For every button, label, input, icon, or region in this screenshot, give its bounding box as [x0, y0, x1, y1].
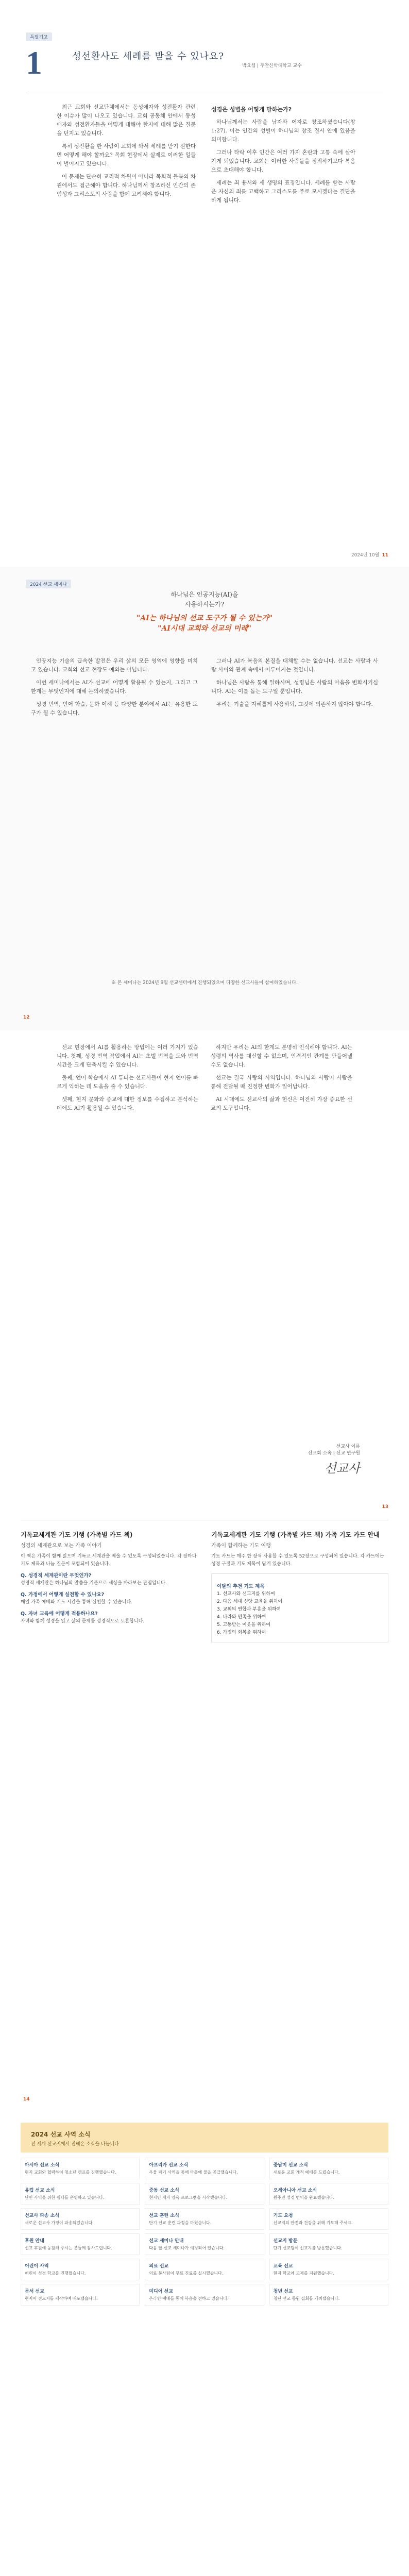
author-signature: 선교사	[324, 1461, 360, 1476]
news-card-title: 오세아니아 선교 소식	[273, 2188, 317, 2193]
worldview-text: 이 책은 가족이 함께 읽으며 기독교 세계관을 배울 수 있도록 구성되었습니다. 각 장마다 기도 제목과 나눔 질문이 포함되어 있습니다.	[21, 1554, 197, 1567]
news-card-text: 현지 교회와 협력하여 청소년 캠프를 진행했습니다.	[25, 2170, 116, 2175]
mission-news-grid	[21, 2158, 388, 2309]
worldview-right	[211, 1530, 388, 1642]
news-card	[269, 2183, 388, 2205]
news-card-text: 온라인 예배를 통해 복음을 전하고 있습니다.	[149, 2296, 229, 2301]
continuation-col-left	[57, 1043, 198, 1117]
worldview-left	[21, 1530, 201, 1625]
news-card	[145, 2158, 264, 2179]
worldview-section	[0, 1520, 409, 2112]
seminar-highlight-1: "AI는 하나님의 선교 도구가 될 수 있는가"	[136, 614, 273, 622]
answer-1: 성경적 세계관은 하나님의 말씀을 기준으로 세상을 바라보는 관점입니다.	[21, 1581, 167, 1586]
news-card-title: 중동 선교 소식	[149, 2188, 179, 2193]
news-card-text: 다음 달 선교 세미나가 예정되어 있습니다.	[149, 2246, 225, 2250]
page-label: 2024년 10월	[351, 553, 380, 558]
continuation-body	[57, 1043, 352, 1117]
news-card-title: 후원 안내	[25, 2239, 44, 2244]
question-2: Q. 가정에서 어떻게 실천할 수 있나요?	[21, 1592, 105, 1598]
news-card-text: 의료 봉사팀이 무료 진료를 실시했습니다.	[149, 2271, 224, 2276]
paragraph: 세례는 죄 용서와 새 생명의 표징입니다. 세례를 받는 사람은 자신의 죄를 고백하고 그리스도를 주로 모시겠다는 결단을 하게 됩니다.	[211, 180, 355, 204]
prayer-list-box	[211, 1573, 388, 1642]
news-card	[21, 2259, 140, 2280]
paragraph: 성경 번역, 언어 학습, 문화 이해 등 다양한 분야에서 AI는 유용한 도구가 될 수 있습니다.	[31, 701, 198, 716]
news-card	[21, 2158, 140, 2179]
paragraph: AI 시대에도 선교사의 삶과 헌신은 여전히 가장 중요한 선교의 도구입니다.	[211, 1096, 352, 1111]
news-card-title: 기도 요청	[273, 2213, 293, 2218]
answer-3: 자녀와 함께 성경을 읽고 삶의 문제를 성경적으로 토론합니다.	[21, 1619, 145, 1624]
seminar-title-line2: 사용하시는가?	[185, 601, 224, 608]
paragraph: 최근 교회와 선교단체에서는 동성애자와 성전환자 관련한 이슈가 많이 나오고 있습니다. 교회 공동체 안에서 동성애자와 성전환자들을 어떻게 대해야 할지에 대해 많은 질문을 던지고 있습니다.	[57, 104, 196, 137]
answer-2: 매일 가족 예배와 기도 시간을 통해 실천할 수 있습니다.	[21, 1600, 133, 1605]
special-article-section	[0, 0, 409, 567]
news-card	[145, 2183, 264, 2205]
page-number: 13	[382, 1504, 388, 1510]
news-card-title: 아시아 선교 소식	[25, 2163, 60, 2168]
seminar-body	[31, 657, 378, 722]
paragraph: 그러나 타락 이후 인간은 여러 가지 혼란과 고통 속에 살아가게 되었습니다. 교회는 이러한 사람들을 정죄하기보다 복음으로 초대해야 합니다.	[211, 149, 355, 173]
news-card-text: 단기 선교팀이 선교지를 방문했습니다.	[273, 2246, 343, 2250]
news-card-title: 의료 선교	[149, 2264, 169, 2269]
news-card-title: 아프리카 선교 소식	[149, 2163, 189, 2168]
seminar-header	[21, 567, 388, 654]
news-card	[269, 2284, 388, 2306]
paragraph: 인공지능 기술의 급속한 발전은 우리 삶의 모든 영역에 영향을 미치고 있습니다. 교회와 선교 현장도 예외는 아닙니다.	[31, 658, 198, 673]
article-number: 1	[26, 44, 42, 81]
news-card-title: 미디어 선교	[149, 2289, 173, 2294]
page-number: 11	[382, 553, 388, 558]
news-card-text: 현지인 제자 양육 프로그램을 시작했습니다.	[149, 2195, 228, 2200]
paragraph: 이 문제는 단순히 교리적 차원이 아니라 목회적 돌봄의 차원에서도 접근해야 합니다. 하나님께서 창조하신 인간의 존엄성과 그리스도의 사랑을 함께 고려해야 합니다.	[57, 174, 196, 197]
seminar-highlight-2: "AI시대 교회와 선교의 미래"	[158, 624, 251, 633]
paragraph: 그러나 AI가 복음의 본질을 대체할 수는 없습니다. 선교는 사람과 사람 사이의 관계 속에서 이루어지는 것입니다.	[211, 658, 378, 673]
paragraph: 선교 현장에서 AI를 활용하는 방법에는 여러 가지가 있습니다. 첫째, 성경 번역 작업에서 AI는 초벌 번역을 도와 번역 시간을 크게 단축시킬 수 있습니다.	[57, 1044, 198, 1068]
news-card-text: 새로운 교회 개척 예배를 드렸습니다.	[273, 2170, 340, 2175]
seminar-title-line1: 하나님은 인공지능(AI)을	[171, 591, 238, 598]
news-card-text: 원주민 성경 번역을 완료했습니다.	[273, 2195, 335, 2200]
question-1: Q. 성경적 세계관이란 무엇인가?	[21, 1573, 92, 1579]
seminar-col-left	[31, 657, 198, 722]
news-card-title: 선교 세미나 안내	[149, 2239, 184, 2244]
news-card-title: 청년 선교	[273, 2289, 293, 2294]
news-card-title: 선교사 파송 소식	[25, 2213, 60, 2218]
subheading: 성경은 성별을 어떻게 말하는가?	[211, 106, 292, 113]
news-card-title: 선교 훈련 소식	[149, 2213, 179, 2218]
prayer-card-text: 기도 카드는 매주 한 장씩 사용할 수 있도록 52장으로 구성되어 있습니다. 각 카드에는 성경 구절과 기도 제목이 담겨 있습니다.	[211, 1554, 384, 1567]
mission-news-section	[0, 2112, 409, 2576]
article-body-right	[211, 103, 355, 209]
page-number: 14	[23, 2097, 30, 2102]
page-footer	[379, 1504, 388, 1510]
news-card	[21, 2233, 140, 2255]
banner-title: 2024 선교 사역 소식	[31, 2131, 91, 2138]
news-card	[21, 2183, 140, 2205]
news-card-title: 선교지 방문	[273, 2239, 298, 2244]
news-card	[145, 2233, 264, 2255]
news-card	[269, 2158, 388, 2179]
worldview-heading: 기독교세계관 기도 기행 (가족별 카드 책)	[21, 1531, 133, 1538]
news-card-title: 유럽 선교 소식	[25, 2188, 55, 2193]
news-card-text: 선교 후원에 동참해 주시는 분들께 감사드립니다.	[25, 2246, 112, 2250]
news-card-text: 난민 사역을 위한 쉼터를 운영하고 있습니다.	[25, 2195, 105, 2200]
paragraph: 이번 세미나에서는 AI가 선교에 어떻게 활용될 수 있는지, 그리고 그 한계는 무엇인지에 대해 논의하였습니다.	[31, 680, 198, 694]
paragraph: 하지만 우리는 AI의 한계도 분명히 인식해야 합니다. AI는 성령의 역사를 대신할 수 없으며, 인격적인 관계를 만들어낼 수도 없습니다.	[211, 1044, 352, 1068]
news-card	[269, 2233, 388, 2255]
news-card	[145, 2259, 264, 2280]
news-card-title: 문서 선교	[25, 2289, 44, 2294]
article-body-left	[57, 103, 196, 203]
news-card-text: 청년 선교 동원 집회를 개최했습니다.	[273, 2296, 340, 2301]
news-card	[145, 2284, 264, 2306]
paragraph: 선교는 결국 사랑의 사역입니다. 하나님의 사랑이 사람을 통해 전달될 때 진정한 변화가 일어납니다.	[211, 1075, 352, 1090]
page-number: 12	[23, 1015, 30, 1020]
paragraph: 하나님은 사람을 통해 일하시며, 성령님은 사람의 마음을 변화시키십니다. AI는 이를 돕는 도구일 뿐입니다.	[211, 680, 378, 694]
prayer-list-item: 4. 나라와 민족을 위하여	[217, 1615, 266, 1620]
news-card-text: 선교지의 안전과 건강을 위해 기도해 주세요.	[273, 2221, 353, 2225]
worldview-subheading: 성경의 세계관으로 보는 가족 이야기	[21, 1543, 102, 1549]
continuation-col-right	[211, 1043, 352, 1117]
author-meta: 선교사 이름 선교회 소속 | 선교 연구원	[308, 1444, 360, 1456]
news-card	[21, 2284, 140, 2306]
prayer-list-item: 5. 고통받는 이웃을 위하여	[217, 1622, 271, 1628]
prayer-list-item: 3. 교회의 연합과 부흥을 위하여	[217, 1607, 281, 1612]
news-card-title: 중남미 선교 소식	[273, 2163, 308, 2168]
continuation-section	[0, 1030, 409, 1520]
news-card-text: 새로운 선교사 가정이 파송되었습니다.	[25, 2221, 94, 2225]
paragraph: 둘째, 언어 학습에서 AI 튜터는 선교사들이 현지 언어를 빠르게 익히는 데 도움을 줄 수 있습니다.	[57, 1075, 198, 1090]
news-card	[269, 2208, 388, 2230]
news-card-text: 현지 학교에 교재를 지원했습니다.	[273, 2271, 335, 2276]
article-byline: 박요셉 | 주안신학대학교 교수	[242, 63, 302, 69]
news-card-text: 어린이 성경 학교를 진행했습니다.	[25, 2271, 86, 2276]
news-card	[269, 2259, 388, 2280]
news-card-text: 우물 파기 사역을 통해 마을에 물을 공급했습니다.	[149, 2170, 238, 2175]
paragraph: 특히 성전환을 한 사람이 교회에 와서 세례를 받기 원한다면 어떻게 해야 할까요? 목회 현장에서 실제로 이러한 일들이 벌어지고 있습니다.	[57, 143, 196, 167]
news-card	[21, 2208, 140, 2230]
paragraph: 우리는 기술을 지혜롭게 사용하되, 그것에 의존하지 않아야 합니다.	[216, 701, 373, 707]
article-tag: 특별기고	[26, 32, 52, 41]
prayer-list-item: 6. 가정의 회복을 위하여	[217, 1630, 266, 1635]
news-card-text: 현지어 전도지를 제작하여 배포했습니다.	[25, 2296, 98, 2301]
news-card-title: 교육 선교	[273, 2264, 293, 2269]
mission-news-banner	[21, 2123, 388, 2153]
prayer-list-item: 1. 선교사와 선교지를 위하여	[217, 1591, 275, 1597]
page-footer	[351, 551, 388, 558]
seminar-tag: 2024 선교 세미나	[26, 580, 71, 588]
seminar-col-right	[211, 657, 378, 722]
banner-subtitle: 전 세계 선교지에서 전해온 소식을 나눕니다	[31, 2142, 119, 2147]
prayer-card-subheading: 가족이 함께하는 기도 여행	[211, 1543, 271, 1549]
news-card-text: 단기 선교 훈련 과정을 마쳤습니다.	[149, 2221, 212, 2225]
news-card	[145, 2208, 264, 2230]
seminar-section	[0, 567, 409, 1030]
section-tag	[26, 31, 52, 41]
article-title: 성선환사도 세례를 받을 수 있나요?	[72, 51, 224, 62]
news-card-title: 어린이 사역	[25, 2264, 49, 2269]
seminar-note: ※ 본 세미나는 2024년 9월 선교센터에서 진행되었으며 다양한 선교사들이 참여하였습니다.	[111, 980, 298, 986]
question-3: Q. 자녀 교육에 어떻게 적용하나요?	[21, 1611, 98, 1617]
prayer-list-title: 이달의 추천 기도 제목	[217, 1584, 265, 1589]
page-footer	[21, 1015, 30, 1020]
prayer-card-heading: 기독교세계관 기도 기행 (가족별 카드 책) 가족 기도 카드 안내	[211, 1531, 380, 1538]
page-footer	[21, 2097, 30, 2102]
paragraph: 셋째, 현지 문화와 종교에 대한 정보를 수집하고 분석하는 데에도 AI가 활용될 수 있습니다.	[57, 1096, 198, 1111]
paragraph: 하나님께서는 사람을 남자와 여자로 창조하셨습니다(창 1:27). 이는 인간의 성별이 하나님의 창조 질서 안에 있음을 의미합니다.	[211, 119, 355, 143]
prayer-list-item: 2. 다음 세대 신앙 교육을 위하여	[217, 1599, 283, 1604]
